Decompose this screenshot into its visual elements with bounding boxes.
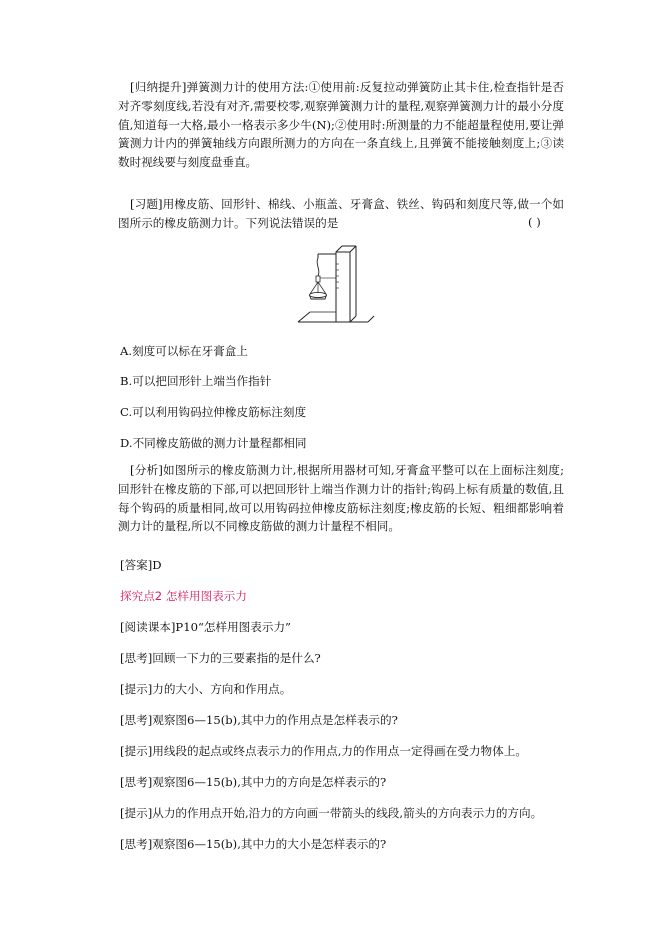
option-b: B.可以把回形针上端当作指针 [120, 374, 272, 388]
rubber-band-force-meter-figure [296, 244, 376, 332]
qa-line-5: [提示]用线段的起点或终点表示力的作用点,力的作用点一定得画在受力物体上。 [120, 744, 527, 758]
analysis-paragraph: [分析]如图所示的橡皮筋测力计,根据所用器材可知,牙膏盒平整可以在上面标注刻度;回形针在橡皮筋的下部,可以把回形针上端当作测力计的指针;钩码上标有质量的数值,且每个钩码的质量相同,故可以用钩码拉伸橡皮筋标注刻度;橡皮筋的长短、粗细都影响着测力计的量程,所以不同橡皮筋做的测力计量程不相同。 [118, 463, 564, 534]
qa-line-7: [提示]从力的作用点开始,沿力的方向画一带箭头的线段,箭头的方向表示力的方向。 [120, 806, 543, 820]
qa-line-6: [思考]观察图6—15(b),其中力的方向是怎样表示的? [120, 775, 387, 789]
answer-line: [答案]D [120, 558, 162, 572]
summary-paragraph: [归纳提升]弹簧测力计的使用方法:①使用前:反复拉动弹簧防止其卡住,检查指针是否对齐零刻度线,若没有对齐,需要校零,观察弹簧测力计的量程,观察弹簧测力计的最小分度值,知道每一大格,最小一格表示多少牛(N);②使用时:所测量的力不能超量程使用,要让弹簧测力计内的弹簧轴线方向跟所测力的方向在一条直线上,且弹簧不能接触刻度上;③读数时视线要与刻度盘垂直。 [118, 80, 564, 170]
qa-line-8: [思考]观察图6—15(b),其中力的大小是怎样表示的? [120, 837, 387, 851]
qa-line-1: [阅读课本]P10“怎样用图表示力” [120, 620, 291, 634]
option-a: A.刻度可以标在牙膏盒上 [120, 344, 248, 358]
section-title: 探究点2 怎样用图表示力 [120, 589, 247, 603]
exercise-question: [习题]用橡皮筋、回形针、棉线、小瓶盖、牙膏盒、铁丝、钩码和刻度尺等,做一个如图所示的橡皮筋测力计。下列说法错误的是 [118, 197, 564, 230]
answer-bracket: ( ) [528, 215, 541, 229]
option-c: C.可以利用钩码拉伸橡皮筋标注刻度 [120, 405, 307, 419]
qa-line-2: [思考]回顾一下力的三要素指的是什么? [120, 651, 321, 665]
qa-line-4: [思考]观察图6—15(b),其中力的作用点是怎样表示的? [120, 713, 398, 727]
option-d: D.不同橡皮筋做的测力计量程都相同 [120, 436, 307, 450]
qa-line-3: [提示]力的大小、方向和作用点。 [120, 682, 292, 696]
